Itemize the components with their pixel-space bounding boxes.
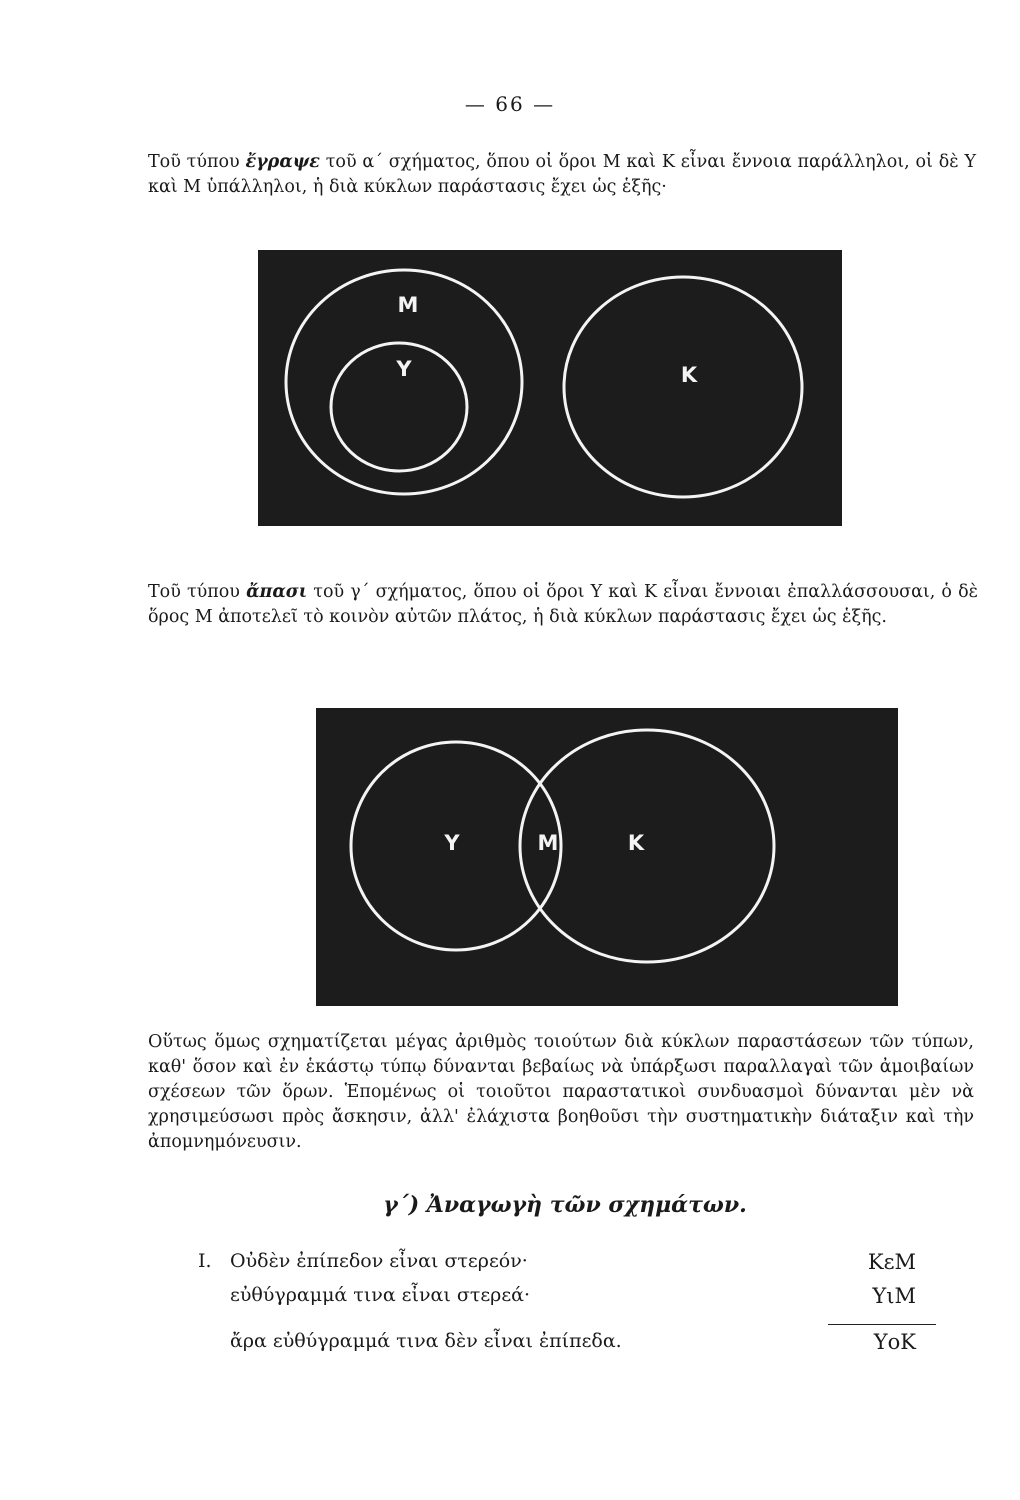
euler-diagram-overlapping <box>316 708 898 1006</box>
type-word: ἔγραψε <box>245 152 320 172</box>
premise-form: ΥιΜ <box>872 1284 916 1308</box>
label-m: M <box>537 831 559 855</box>
label-k: K <box>680 363 698 387</box>
diagram-canvas <box>316 708 898 1006</box>
paragraph-body: τοῦ γ΄ σχήματος, ὅπου οἱ ὅροι Υ καὶ Κ εἶναι ἔννοιαι ἐπαλλάσσουσαι, ὁ δὲ ὅρος Μ ἀποτελεῖ τὸ κοινὸν αὐτῶν πλάτος, ἡ διὰ κύκλων παράστασις ἔχει ὡς ἑξῆς. <box>148 582 979 627</box>
separate-circle-k <box>564 277 802 497</box>
premise-form: ΚεΜ <box>867 1250 916 1274</box>
conclusion-rule <box>828 1324 936 1325</box>
label-k: K <box>627 831 645 855</box>
diagram-canvas <box>258 250 842 526</box>
premise-text: Οὐδὲν ἐπίπεδον εἶναι στερεόν· <box>230 1250 528 1272</box>
label-y: Y <box>396 357 412 381</box>
page-number: — 66 — <box>464 92 556 116</box>
premise-text: εὐθύγραμμά τινα εἶναι στερεά· <box>230 1284 531 1306</box>
paragraph-lead: Τοῦ τύπου <box>148 582 247 602</box>
section-heading: γ΄) Ἀναγωγὴ τῶν σχημάτων. <box>383 1192 747 1218</box>
syllogism-example <box>198 1250 938 1364</box>
conclusion <box>198 1330 938 1364</box>
conclusion-text: ἄρα εὐθύγραμμά τινα δὲν εἶναι ἐπίπεδα. <box>230 1330 622 1352</box>
euler-diagram-subordinate <box>258 250 842 526</box>
paragraph-lead: Τοῦ τύπου <box>148 152 246 172</box>
premise-major <box>198 1250 938 1284</box>
paragraph-body: τοῦ α΄ σχήματος, ὅπου οἱ ὅροι Μ καὶ Κ εἶναι ἔννοια παράλληλοι, οἱ δὲ Υ καὶ Μ ὑπάλληλοι, ἡ διὰ κύκλων παράστασις ἔχει ὡς ἑξῆς· <box>148 152 976 197</box>
premise-minor <box>198 1284 938 1318</box>
syllogism-number: I. <box>198 1250 212 1272</box>
paragraph-type-apasi <box>148 580 978 630</box>
type-word: ἄπασι <box>246 582 308 602</box>
paragraph-type-egrapse <box>148 150 976 200</box>
label-m: M <box>397 293 419 317</box>
conclusion-form: ΥοΚ <box>873 1330 916 1354</box>
label-y: Y <box>444 831 460 855</box>
paragraph-commentary: Οὕτως ὅμως σχηματίζεται μέγας ἀριθμὸς τοιούτων διὰ κύκλων παραστάσεων τῶν τύπων, καθ' ὅσον καὶ ἐν ἑκάστῳ τύπῳ δύνανται βεβαίως νὰ ὑπάρξωσι παραλλαγαὶ τῶν ἀμοιβαίων σχέσεων τῶν ὅρων. Ἑπομένως οἱ τοιοῦτοι παραστατικοὶ συνδυασμοὶ δύνανται μὲν νὰ χρησιμεύσωσι πρὸς ἄσκησιν, ἀλλ' ἐλάχιστα βοηθοῦσι τὴν συστηματικὴν διάταξιν καὶ τὴν ἀπομνημόνευσιν. <box>148 1032 974 1152</box>
